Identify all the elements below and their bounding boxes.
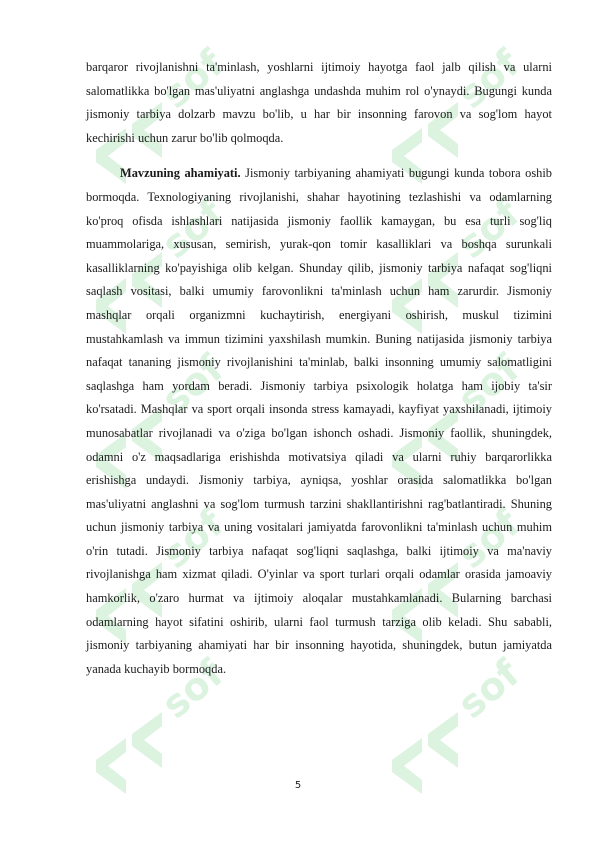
paragraph-body: Jismoniy tarbiyaning ahamiyati bugungi kunda tobora oshib bormoqda. Texnologiyaning rivojlanishi, shahar hayotining tezlashishi va odamlarning ko'proq ofisda ishlashlari natijasida jismoniy faollik kamaygan, bu esa turli sog'liq muammolariga, xususan, semirish, yurak-qon tomir kasalliklari va boshqa surunkali kasalliklarning ko'payishiga olib kelgan. Shunday qilib, jismoniy tarbiya nafaqat sog'liqni saqlash vositasi, balki umumiy farovonlikni ta'minlash uchun ham zarurdir. Jismoniy mashqlar orqali organizmni kuchaytirish, energiyani oshirish, muskul tizimini mustahkamlash va immun tizimini yaxshilash mumkin. Buning natijasida jismoniy tarbiya nafaqat tananing jismoniy rivojlanishini ta'minlab, balki insonning umumiy salomatligini saqlashga ham yordam beradi. Jismoniy tarbiya psixologik holatga ham ijobiy ta'sir ko'rsatadi. Mashqlar va sport orqali insonda stress kamayadi, kayfiyat yaxshilanadi, ijtimoiy munosabatlar rivojlanadi va o'ziga bo'lgan ishonch oshadi. Jismoniy faollik, shuningdek, odamni o'z maqsadlariga erishishda motivatsiya qiladi va ularni ruhiy barqarorlikka erishishga undaydi. Jismoniy tarbiya, ayniqsa, yoshlar orasida salomatlikka bo'lgan mas'uliyatni anglashni va sog'lom turmush tarzini shakllantirishni rag'batlantiradi. Shuning uchun jismoniy tarbiya va uning vositalari jamiyatda farovonlikni ta'minlash uchun muhim o'rin tutadi. Jismoniy tarbiya nafaqat sog'liqni saqlashga, balki ijtimoiy va ma'naviy rivojlanishga ham xizmat qiladi. O'yinlar va sport turlari orqali odamlar orasida jamoaviy hamkorlik, o'zaro hurmat va ijtimoiy aloqalar mustahkamlanadi. Bularning barchasi odamlarning hayot sifatini oshirib, ularni faol turmush tarziga olib keladi. Shu sababli, jismoniy tarbiyaning ahamiyati har bir insonning hayotida, shuningdek, butun jamiyatda yanada kuchayib bormoqda. (86, 166, 552, 676)
paragraph-topic-importance (86, 162, 552, 681)
document-body (86, 56, 552, 681)
page-number: 5 (294, 780, 302, 791)
section-heading: Mavzuning ahamiyati. (120, 166, 241, 181)
paragraph-continuation: barqaror rivojlanishni ta'minlash, yoshlarni ijtimoiy hayotga faol jalb qilish va ularni salomatlikka bo'lgan mas'uliyatni anglashga undashda muhim rol o'ynaydi. Bugungi kunda jismoniy tarbiya dolzarb mavzu bo'lib, u har bir insonning farovon va sog'lom hayot kechirishi uchun zarur bo'lib qolmoqda. (86, 60, 552, 145)
